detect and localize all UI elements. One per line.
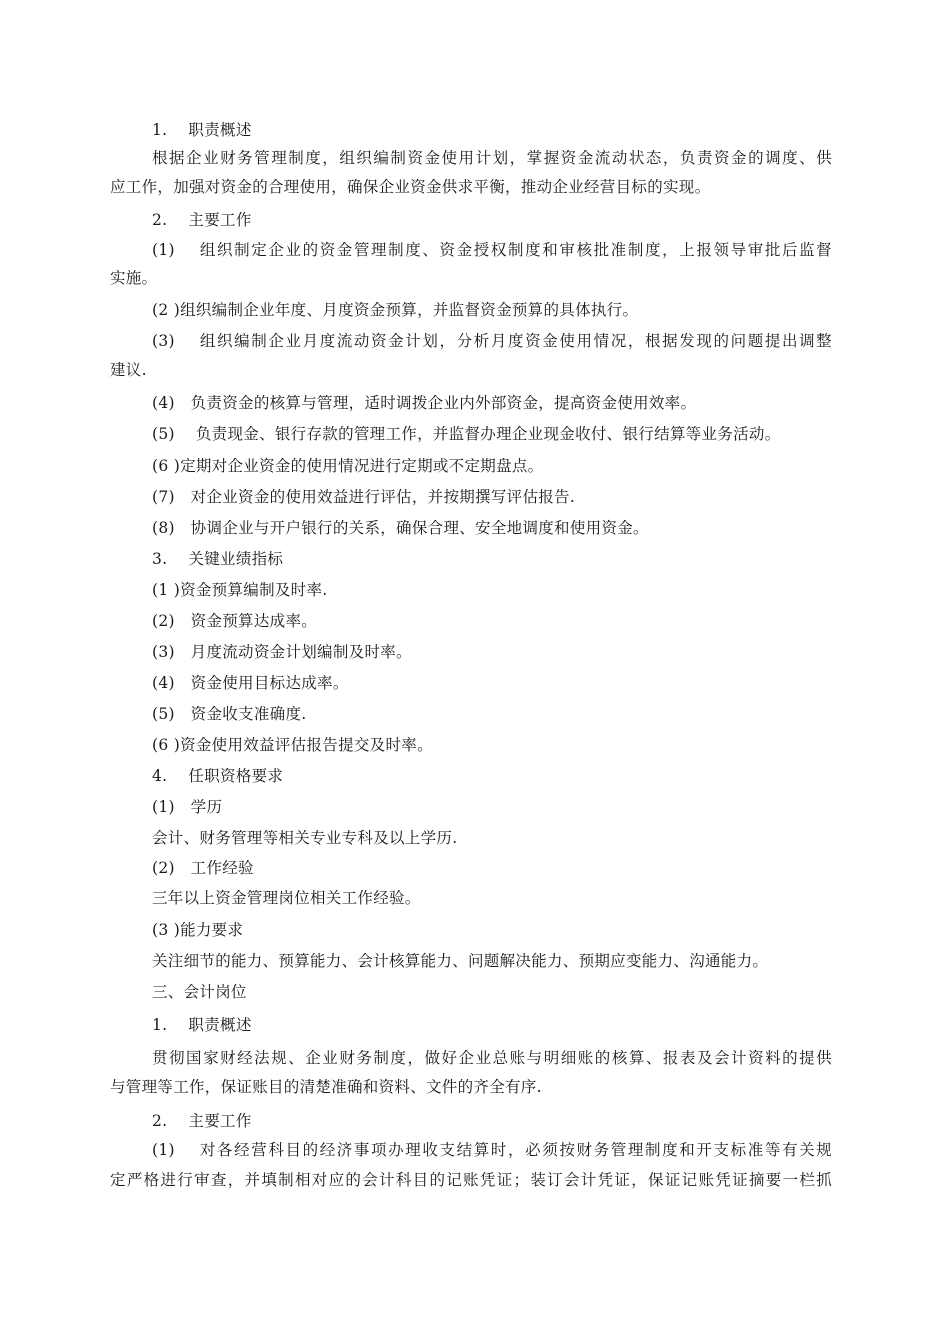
paragraph-line: 与管理等工作，保证账目的清楚准确和资料、文件的齐全有序. [110, 1078, 542, 1096]
list-item: (2) 工作经验 [152, 859, 254, 877]
section-heading-main-work: 2. 主要工作 [152, 1112, 252, 1130]
paragraph-line: 根据企业财务管理制度，组织编制资金使用计划，掌握资金流动状态，负责资金的调度、供 [152, 149, 832, 167]
paragraph-line: 关注细节的能力、预算能力、会计核算能力、问题解决能力、预期应变能力、沟通能力。 [152, 952, 769, 970]
list-item: (3) 月度流动资金计划编制及时率。 [152, 643, 412, 661]
list-item: (4) 资金使用目标达成率。 [152, 674, 349, 692]
paragraph-line: 会计、财务管理等相关专业专科及以上学历. [152, 829, 458, 847]
list-item: (5) 资金收支准确度. [152, 705, 307, 723]
list-item: (1) 对各经营科目的经济事项办理收支结算时，必须按财务管理制度和开支标准等有关规 [152, 1141, 832, 1159]
section-heading-accounting-post: 三、会计岗位 [152, 983, 247, 1001]
list-item: (3 )能力要求 [152, 921, 244, 939]
section-heading-duty-overview: 1. 职责概述 [152, 121, 252, 139]
paragraph-line: 应工作，加强对资金的合理使用，确保企业资金供求平衡，推动企业经营目标的实现。 [110, 178, 711, 196]
list-item: (5) 负责现金、银行存款的管理工作，并监督办理企业现金收付、银行结算等业务活动。 [152, 425, 781, 443]
list-item: (1 )资金预算编制及时率. [152, 581, 328, 599]
list-item: (1) 学历 [152, 798, 223, 816]
list-item: (6 )资金使用效益评估报告提交及时率。 [152, 736, 433, 754]
list-item: (7) 对企业资金的使用效益进行评估，并按期撰写评估报告. [152, 488, 576, 506]
list-item: (2 )组织编制企业年度、月度资金预算，并监督资金预算的具体执行。 [152, 301, 639, 319]
list-item: (8) 协调企业与开户银行的关系，确保合理、安全地调度和使用资金。 [152, 519, 649, 537]
section-heading-duty-overview: 1. 职责概述 [152, 1016, 252, 1034]
list-item: (3) 组织编制企业月度流动资金计划，分析月度资金使用情况，根据发现的问题提出调整 [152, 332, 832, 350]
paragraph-line: 贯彻国家财经法规、企业财务制度，做好企业总账与明细账的核算、报表及会计资料的提供 [152, 1049, 832, 1067]
section-heading-qualifications: 4. 任职资格要求 [152, 767, 284, 785]
list-item-continuation: 实施。 [110, 269, 158, 287]
list-item: (1) 组织制定企业的资金管理制度、资金授权制度和审核批准制度，上报领导审批后监督 [152, 241, 832, 259]
list-item: (2) 资金预算达成率。 [152, 612, 318, 630]
list-item-continuation: 定严格进行审查，并填制相对应的会计科目的记账凭证；装订会计凭证，保证记账凭证摘要一栏抓 [110, 1171, 832, 1189]
section-heading-kpi: 3. 关键业绩指标 [152, 550, 284, 568]
section-heading-main-work: 2. 主要工作 [152, 211, 252, 229]
paragraph-line: 三年以上资金管理岗位相关工作经验。 [152, 889, 421, 907]
list-item: (6 )定期对企业资金的使用情况进行定期或不定期盘点。 [152, 457, 544, 475]
list-item: (4) 负责资金的核算与管理，适时调拨企业内外部资金，提高资金使用效率。 [152, 394, 697, 412]
list-item-continuation: 建议. [110, 361, 147, 379]
